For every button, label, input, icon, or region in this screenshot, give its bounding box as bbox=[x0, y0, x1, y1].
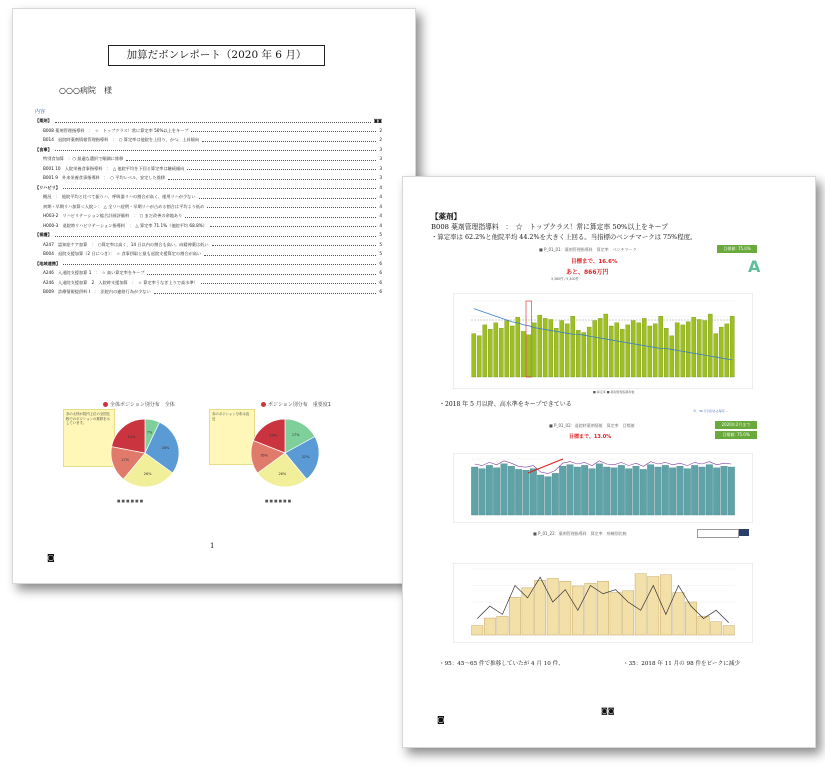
bar bbox=[589, 469, 596, 515]
report-page-1 bbox=[12, 8, 416, 584]
badge-2a: 2020年2月まで bbox=[715, 421, 757, 429]
table-of-contents bbox=[35, 116, 382, 297]
toc-page: 5 bbox=[378, 249, 382, 259]
bar bbox=[708, 314, 712, 377]
toc-text: 【薬剤】 bbox=[35, 116, 53, 126]
toc-leader bbox=[212, 240, 377, 247]
bar bbox=[728, 467, 735, 515]
target-gap-2: 目標まで、13.0% bbox=[569, 434, 612, 440]
toc-header: 内容 bbox=[35, 109, 46, 115]
bar bbox=[664, 328, 668, 377]
bar bbox=[596, 464, 603, 515]
chart-2 bbox=[453, 453, 753, 523]
toc-line[interactable] bbox=[35, 192, 382, 202]
chart-1-meta: ■ P_01_01：薬剤管理指導料 算定率 ベンチマーク bbox=[539, 247, 637, 252]
toc-line[interactable] bbox=[35, 126, 382, 136]
bar bbox=[669, 468, 676, 515]
pie-right-chart bbox=[245, 413, 325, 493]
item-heading: B008 薬剤管理指導料 ： ☆ トップクラス！常に算定率 50%以上をキープ bbox=[431, 223, 668, 231]
bar bbox=[509, 597, 520, 635]
bar bbox=[710, 622, 721, 635]
bar bbox=[574, 467, 581, 515]
toc-page: 3 bbox=[378, 173, 382, 183]
bar bbox=[647, 465, 654, 515]
toc-text: B001 9 外来栄養食事指導料 ： ○ 平均レベル、安定した推移 bbox=[35, 173, 166, 183]
bar bbox=[527, 335, 531, 377]
pie-right-title bbox=[261, 401, 331, 408]
toc-leader bbox=[202, 135, 376, 142]
bar bbox=[484, 618, 495, 635]
bar bbox=[615, 323, 619, 377]
bar bbox=[587, 327, 591, 377]
bar bbox=[479, 469, 486, 515]
bar bbox=[543, 318, 547, 377]
toc-leader bbox=[191, 126, 376, 133]
pie-left-title bbox=[103, 401, 175, 408]
bar bbox=[471, 467, 478, 515]
toc-line[interactable] bbox=[35, 268, 382, 278]
pie-left-title-text: 全体ポジション別分布 全体 bbox=[110, 402, 175, 408]
bar bbox=[635, 574, 646, 635]
bar bbox=[625, 469, 632, 515]
bar bbox=[497, 616, 508, 635]
footer-glyph: ◙ bbox=[47, 553, 55, 562]
toc-leader bbox=[201, 278, 377, 285]
toc-leader bbox=[63, 183, 376, 190]
toc-leader bbox=[207, 202, 376, 209]
page-number: ◙◙ bbox=[601, 707, 615, 715]
bar bbox=[597, 581, 608, 635]
toc-text: 初期・早期リハ加算＜入院＞： △ 全リハ症例・早期リハが占める割合は平均より低め bbox=[35, 202, 205, 212]
bar bbox=[552, 473, 559, 515]
bar bbox=[622, 591, 633, 635]
toc-text: 【看護】 bbox=[35, 230, 53, 240]
toc-page: 3 bbox=[378, 154, 382, 164]
bar bbox=[483, 325, 487, 377]
bar bbox=[494, 323, 498, 377]
toc-text: H003-2 リハビリテーション総合計画評価料 ： ○ まだ改善の余地あり bbox=[35, 211, 183, 221]
bar bbox=[637, 323, 641, 377]
bar bbox=[565, 324, 569, 377]
pie-left-chart bbox=[105, 413, 185, 493]
report-title: 加算だボンレポート（2020 年 6 月） bbox=[108, 45, 325, 66]
bar bbox=[723, 626, 734, 635]
chart-3 bbox=[453, 563, 753, 643]
chart-2-meta: ■ P_01_02：退院時薬剤情報 算定率 目標値 bbox=[549, 423, 635, 428]
toc-leader bbox=[154, 287, 377, 294]
pie-label: 16% bbox=[260, 453, 268, 458]
toc-leader bbox=[168, 173, 376, 180]
bar bbox=[659, 316, 663, 377]
target-meta: 3,360件 / 5,400件 bbox=[551, 277, 579, 281]
bar bbox=[534, 580, 545, 635]
bar bbox=[611, 468, 618, 515]
target-badge: 目標値: 75.0% bbox=[717, 245, 757, 253]
bar bbox=[610, 593, 621, 635]
bar bbox=[662, 465, 669, 515]
toc-line[interactable] bbox=[35, 249, 382, 259]
toc-line[interactable] bbox=[35, 173, 382, 183]
bar bbox=[685, 602, 696, 635]
toc-text: A246 入退院支援加算 2 入院時支援加算 ： ☆ 算定率うなぎ上りで高水準！ bbox=[35, 278, 199, 288]
toc-text: 【食事】 bbox=[35, 145, 53, 155]
bar bbox=[515, 469, 522, 515]
toc-text: B008 薬剤管理指導料 ： ☆ トップクラス！常に算定率 50%以上をキープ bbox=[35, 126, 189, 136]
bar bbox=[698, 616, 709, 635]
bar bbox=[508, 466, 515, 515]
toc-page: 5 bbox=[378, 240, 382, 250]
toc-line[interactable] bbox=[35, 211, 382, 221]
toc-text: 【リハビリ】 bbox=[35, 183, 61, 193]
pie-right-note: 赤のポジション分布は直近 bbox=[209, 409, 255, 465]
bar bbox=[523, 470, 530, 515]
toc-leader bbox=[55, 230, 377, 237]
bar bbox=[521, 331, 525, 377]
bar bbox=[477, 336, 481, 377]
toc-leader bbox=[210, 221, 376, 228]
toc-line[interactable] bbox=[35, 116, 382, 126]
pie-label: 26% bbox=[278, 471, 287, 476]
bar bbox=[593, 321, 597, 377]
toc-line[interactable] bbox=[35, 164, 382, 174]
bar bbox=[631, 321, 635, 377]
toc-line[interactable] bbox=[35, 145, 382, 155]
toc-line[interactable] bbox=[35, 202, 382, 212]
toc-leader bbox=[55, 116, 371, 123]
footer-glyph: ◙ bbox=[437, 715, 445, 724]
bar bbox=[571, 316, 575, 377]
page-number: 1 bbox=[210, 542, 215, 550]
bar bbox=[505, 321, 509, 377]
bar bbox=[554, 328, 558, 377]
bar bbox=[532, 323, 536, 377]
bar bbox=[642, 318, 646, 377]
toc-page: ◙◙ bbox=[373, 116, 382, 126]
bar bbox=[673, 593, 684, 635]
bar bbox=[677, 466, 684, 515]
toc-page: 3 bbox=[378, 164, 382, 174]
toc-line[interactable] bbox=[35, 287, 382, 297]
toc-page: 4 bbox=[378, 221, 382, 231]
toc-line[interactable] bbox=[35, 135, 382, 145]
badge-2b: 目標値: 75.0% bbox=[715, 431, 757, 439]
toc-page: 3 bbox=[378, 145, 382, 155]
bar bbox=[598, 318, 602, 377]
bar bbox=[706, 465, 713, 515]
bar bbox=[549, 319, 553, 377]
bar bbox=[488, 329, 492, 377]
pie-label: 17% bbox=[121, 458, 130, 463]
bar bbox=[620, 329, 624, 377]
bar bbox=[538, 315, 542, 377]
target-amount: あと、866万円 bbox=[566, 269, 609, 276]
toc-text: B004 退院支援加算（2 日につき）： ☆ 食事摂取と最も退院支援算定の割合が高い bbox=[35, 249, 202, 259]
bar bbox=[721, 466, 728, 515]
summary-line: ・算定率は 62.2%と他院平均 44.2%を大きく上回る。当指標のベンチマークは 75%程度。 bbox=[431, 233, 697, 241]
period-button[interactable] bbox=[739, 529, 749, 536]
bar bbox=[493, 468, 500, 515]
bar bbox=[684, 469, 691, 515]
bar bbox=[576, 330, 580, 377]
toc-page: 4 bbox=[378, 192, 382, 202]
bar bbox=[604, 314, 608, 377]
toc-line[interactable] bbox=[35, 221, 382, 231]
toc-leader bbox=[63, 259, 376, 266]
pie-label: 17% bbox=[291, 432, 300, 437]
bar bbox=[472, 334, 476, 377]
bar bbox=[626, 325, 630, 377]
toc-line[interactable] bbox=[35, 154, 382, 164]
toc-page: 6 bbox=[378, 287, 382, 297]
section-heading: 【薬剤】 bbox=[431, 212, 461, 221]
toc-leader bbox=[126, 154, 376, 161]
grade-mark: A bbox=[748, 257, 761, 276]
pie-icon bbox=[261, 402, 266, 407]
pie-label: 28% bbox=[161, 445, 170, 450]
caption-3: ・35：2018 年 11 月の 98 件をピークに減少 bbox=[623, 661, 740, 667]
bar bbox=[501, 464, 508, 515]
bar bbox=[640, 469, 647, 515]
toc-text: B009 診療情報提供料 I ： 法院内の連絡行為が少ない bbox=[35, 287, 152, 297]
toc-page: 6 bbox=[378, 268, 382, 278]
chart-3-meta: ■ P_01_22：薬剤管理指導料 算定率 病棟別比較 bbox=[533, 531, 627, 536]
toc-line[interactable] bbox=[35, 183, 382, 193]
chart-1 bbox=[453, 293, 753, 389]
bar bbox=[560, 321, 564, 377]
bar bbox=[670, 336, 674, 377]
toc-leader bbox=[185, 211, 376, 218]
bar bbox=[567, 465, 574, 515]
bar bbox=[547, 578, 558, 635]
pie-left-note: 赤の太枠が院内上位の全国比較でのポジションの推移を示しています。 bbox=[63, 409, 115, 467]
toc-line[interactable] bbox=[35, 240, 382, 250]
bar bbox=[530, 469, 537, 515]
bar bbox=[633, 466, 640, 515]
bar bbox=[703, 321, 707, 377]
toc-text: H000-3 退院時リハビリテーション指導料 ： △ 算定率 71.1%（他院平均 68.8%） bbox=[35, 221, 208, 231]
toc-page: 4 bbox=[378, 211, 382, 221]
toc-text: 特別食加算 ：○ 最適な選択で順調に推移 bbox=[35, 154, 124, 164]
pie-icon bbox=[103, 402, 108, 407]
toc-leader bbox=[199, 192, 377, 199]
bar bbox=[691, 465, 698, 515]
toc-page: 6 bbox=[378, 259, 382, 269]
pie-right-title-text: ポジション別分布 重要度1 bbox=[268, 402, 331, 408]
bar bbox=[537, 475, 544, 515]
toc-page: 5 bbox=[378, 230, 382, 240]
chart-2-note: 今、30 万円がある毎月… bbox=[693, 409, 728, 413]
toc-page: 2 bbox=[378, 135, 382, 145]
toc-page: 6 bbox=[378, 278, 382, 288]
target-gap: 目標まで、16.6% bbox=[571, 259, 618, 265]
bar bbox=[655, 467, 662, 515]
toc-text: 【地域連携】 bbox=[35, 259, 61, 269]
toc-text: B014 退院時薬剤情報管理指導料 ： ○ 算定率は他院を上回り、かつ、上昇傾向 bbox=[35, 135, 200, 145]
toc-text: B001 10 入院栄養食事指導料 ： △ 他院平均を下回る算定率は継続傾向 bbox=[35, 164, 185, 174]
bar bbox=[686, 322, 690, 377]
bar bbox=[545, 477, 552, 515]
caption-1: ・2018 年 5 月以降、高水準をキープできている bbox=[439, 401, 572, 408]
bar bbox=[486, 465, 493, 515]
bar bbox=[719, 327, 723, 377]
bar bbox=[510, 326, 514, 377]
pie-label: 19% bbox=[269, 433, 278, 438]
toc-text: 概況 ： 他院平均と比べて振りハ、呼吸器リハの割合が高く、運用リハが少ない bbox=[35, 192, 197, 202]
report-page-2 bbox=[402, 176, 816, 748]
toc-leader bbox=[204, 249, 376, 256]
bar bbox=[499, 328, 503, 377]
bar bbox=[713, 468, 720, 515]
toc-line[interactable] bbox=[35, 259, 382, 269]
bar bbox=[699, 467, 706, 515]
toc-page: 4 bbox=[378, 202, 382, 212]
pie-left-legend: ■ ■ ■ ■ ■ ■ bbox=[117, 499, 144, 503]
bar bbox=[725, 324, 729, 377]
pie-label: 22% bbox=[127, 434, 136, 439]
toc-leader bbox=[187, 164, 376, 171]
bar bbox=[582, 332, 586, 377]
hospital-name: ○○○病院 様 bbox=[59, 86, 112, 95]
bar bbox=[522, 588, 533, 635]
bar bbox=[472, 626, 483, 635]
toc-leader bbox=[147, 268, 376, 275]
toc-text: A246 入退院支援加算 1 ： ☆ 高い算定率をキープ bbox=[35, 268, 145, 278]
bar bbox=[692, 317, 696, 377]
chart-1-legend: ■ 算定率 ■ 薬剤管理指導件数 bbox=[593, 390, 635, 394]
toc-page: 2 bbox=[378, 126, 382, 136]
pie-label: 26% bbox=[143, 471, 152, 476]
bar bbox=[559, 466, 566, 515]
toc-line[interactable] bbox=[35, 278, 382, 288]
pie-right-legend: ■ ■ ■ ■ ■ ■ bbox=[265, 499, 292, 503]
bar bbox=[516, 317, 520, 377]
bar bbox=[653, 324, 657, 377]
caption-2: ・95：45～65 件で推移していたが 4 月 10 件、 bbox=[439, 661, 564, 667]
bar bbox=[581, 465, 588, 515]
bar bbox=[603, 467, 610, 515]
toc-line[interactable] bbox=[35, 230, 382, 240]
toc-text: A247 認知症ケア加算 ： ○算定率は高く、14 日以内の割合も高い。向精神薬は低い bbox=[35, 240, 210, 250]
period-select[interactable] bbox=[697, 529, 739, 538]
pie-label: 7% bbox=[146, 430, 153, 435]
toc-page: 4 bbox=[378, 183, 382, 193]
bar bbox=[714, 334, 718, 377]
bar bbox=[730, 316, 734, 377]
bar bbox=[585, 583, 596, 635]
pie-label: 22% bbox=[301, 454, 310, 459]
bar bbox=[697, 319, 701, 377]
bar bbox=[648, 326, 652, 377]
toc-leader bbox=[55, 145, 377, 152]
bar bbox=[609, 326, 613, 377]
bar bbox=[618, 465, 625, 515]
